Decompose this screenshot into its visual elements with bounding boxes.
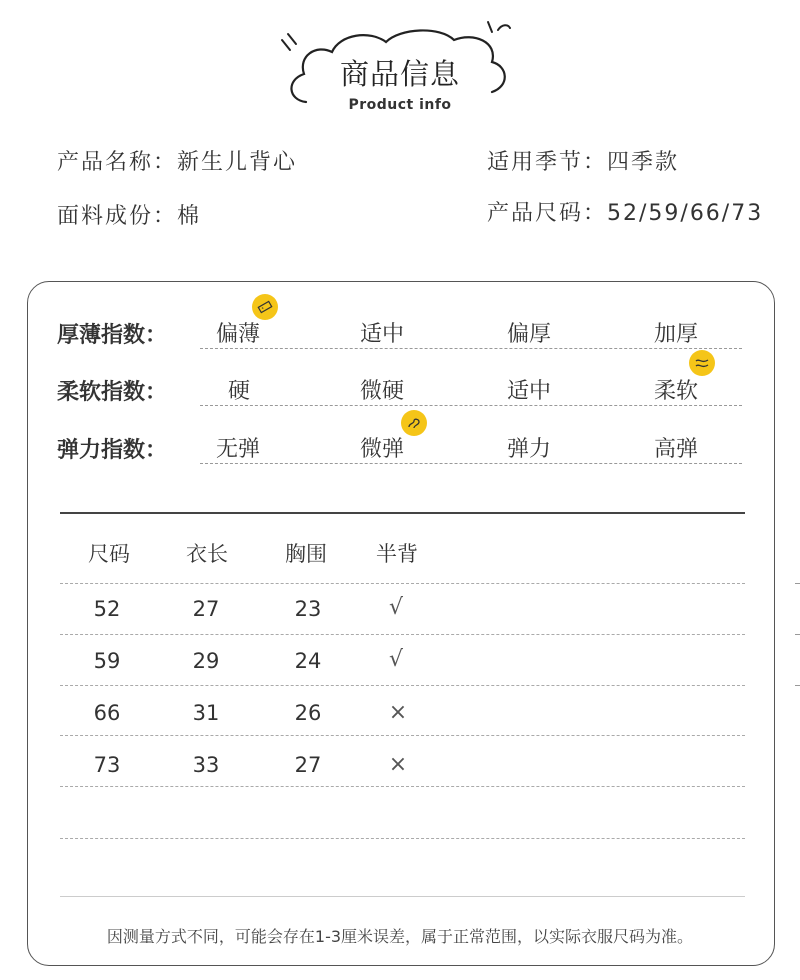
- edge-mark: [795, 634, 800, 635]
- softness-option-slightly-hard: 微硬: [360, 379, 405, 404]
- table-cell-cross: ×: [388, 752, 408, 777]
- header-half-back: 半背: [376, 542, 418, 566]
- elasticity-label: 弹力指数：: [57, 438, 168, 463]
- table-row-divider: [60, 634, 745, 635]
- table-cell: 59: [93, 649, 121, 673]
- product-material: 面料成份：棉: [57, 204, 202, 229]
- header-length: 衣长: [186, 542, 228, 566]
- softness-option-hard: 硬: [228, 379, 251, 404]
- spring-badge-icon: [401, 410, 427, 436]
- table-cell-check: √: [388, 647, 404, 672]
- ruler-badge-icon: [252, 294, 278, 320]
- measurement-note: 因测量方式不同，可能会存在1-3厘米误差，属于正常范围，以实际衣服尺码为准。: [106, 927, 694, 946]
- softness-label: 柔软指数：: [57, 380, 168, 405]
- page-subtitle: Product info: [348, 97, 452, 113]
- elasticity-option-none: 无弹: [216, 437, 261, 462]
- table-row-divider: [60, 583, 745, 584]
- thickness-label: 厚薄指数：: [57, 323, 168, 348]
- wave-badge-icon: [689, 350, 715, 376]
- table-cell: 73: [93, 753, 121, 777]
- table-bottom-border: [60, 896, 745, 897]
- table-cell: 33: [192, 753, 220, 777]
- product-sizes: 产品尺码：52/59/66/73: [487, 201, 764, 226]
- thickness-option-medium: 适中: [360, 322, 405, 347]
- elasticity-option-elastic: 弹力: [507, 437, 552, 462]
- thickness-option-thin: 偏薄: [216, 322, 261, 347]
- table-row-divider: [60, 735, 745, 736]
- edge-mark: [795, 685, 800, 686]
- table-cell: 66: [93, 701, 121, 725]
- table-cell: 31: [192, 701, 220, 725]
- table-cell: 52: [93, 597, 121, 621]
- table-cell-check: √: [388, 595, 404, 620]
- product-season: 适用季节：四季款: [487, 150, 680, 175]
- thickness-divider: [200, 348, 742, 349]
- table-cell: 27: [294, 753, 322, 777]
- edge-mark: [795, 583, 800, 584]
- softness-divider: [200, 405, 742, 406]
- page-title: 商品信息: [339, 57, 460, 91]
- table-cell: 24: [294, 649, 322, 673]
- elasticity-divider: [200, 463, 742, 464]
- table-row-divider: [60, 838, 745, 839]
- table-top-border: [60, 512, 745, 514]
- thickness-option-extra-thick: 加厚: [654, 322, 699, 347]
- product-name: 产品名称：新生儿背心: [57, 150, 298, 175]
- elasticity-option-slight: 微弹: [360, 437, 405, 462]
- table-row-divider: [60, 685, 745, 686]
- table-cell: 29: [192, 649, 220, 673]
- header-chest: 胸围: [285, 542, 327, 566]
- table-cell: 23: [294, 597, 322, 621]
- table-cell-cross: ×: [388, 700, 408, 725]
- elasticity-option-high: 高弹: [654, 437, 699, 462]
- header-size: 尺码: [88, 542, 130, 566]
- table-row-divider: [60, 786, 745, 787]
- table-cell: 26: [294, 701, 322, 725]
- softness-option-medium: 适中: [507, 379, 552, 404]
- softness-option-soft: 柔软: [654, 379, 699, 404]
- table-cell: 27: [192, 597, 220, 621]
- thickness-option-thick: 偏厚: [507, 322, 552, 347]
